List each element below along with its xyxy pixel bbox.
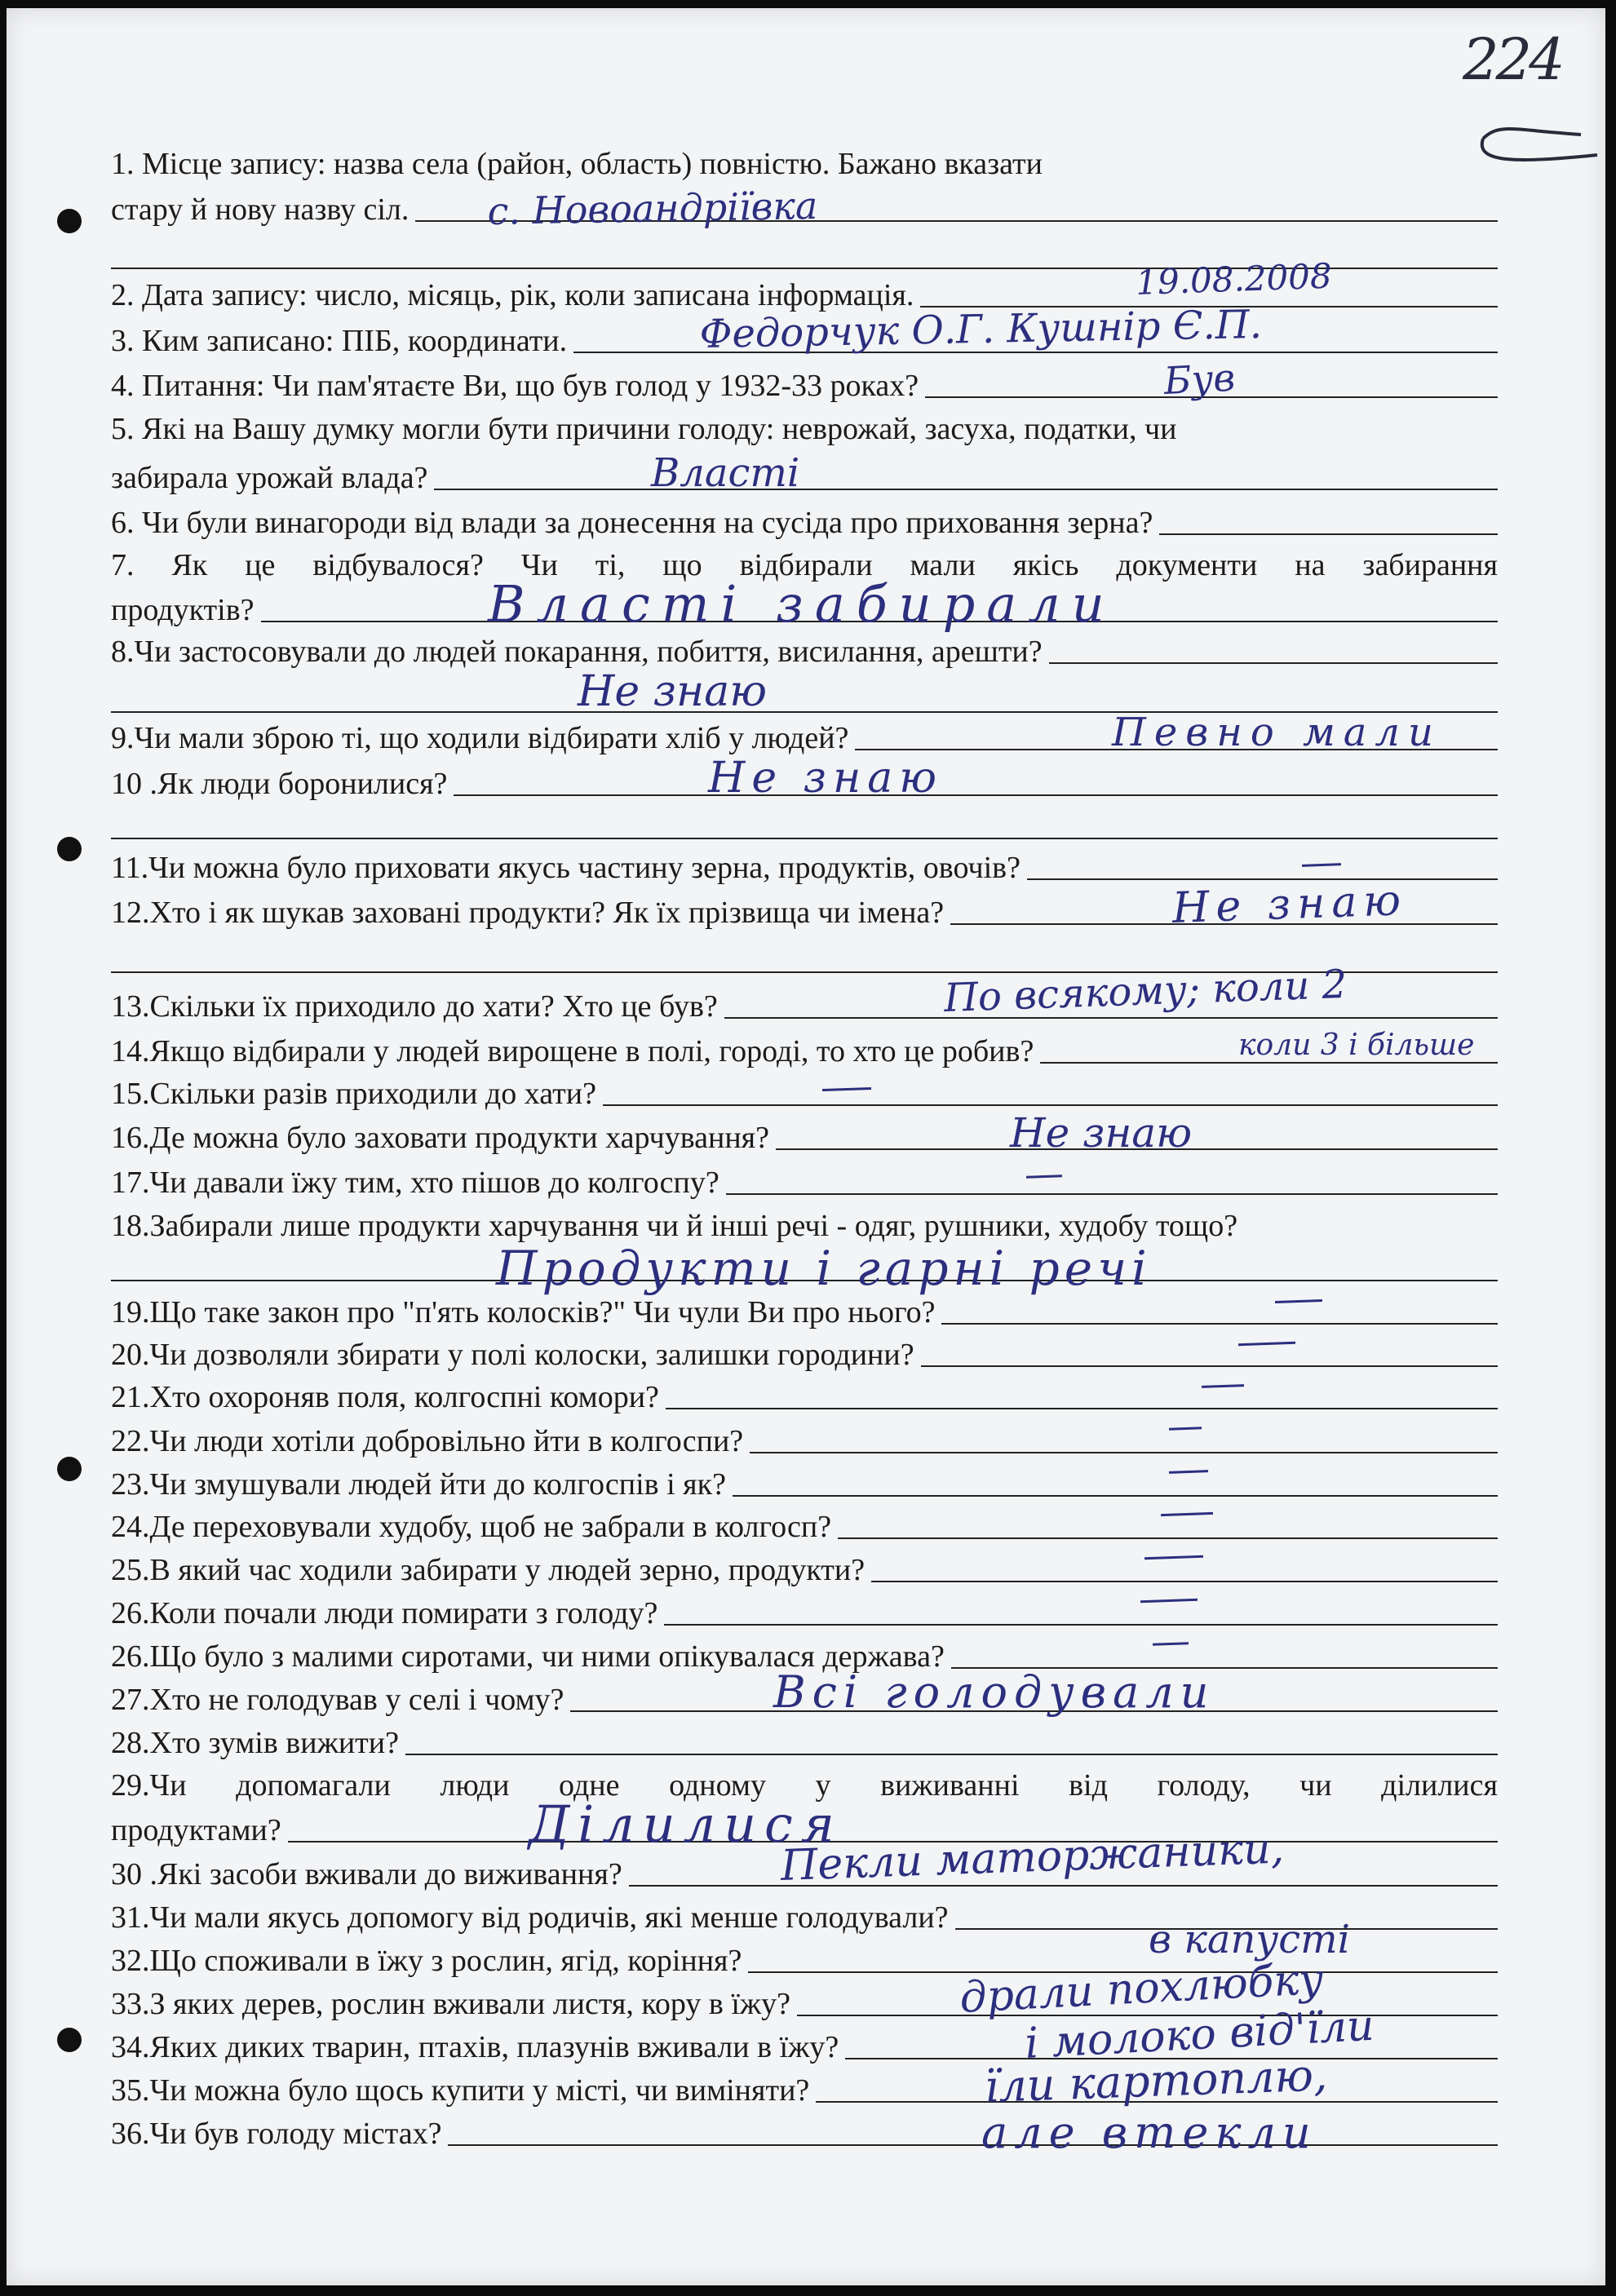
question-1-line-2: стару й нову назву сіл. — [111, 194, 1498, 225]
question-31: 31.Чи мали якусь допомогу від родичів, які менше голодували? — [111, 1902, 1498, 1933]
question-14: 14.Якщо відбирали у людей вирощене в полі, городі, то хто це робив? — [111, 1036, 1498, 1067]
question-35: 35.Чи можна було щось купити у місті, чи виміняти? — [111, 2075, 1498, 2106]
archive-number: 224 — [1463, 26, 1562, 93]
question-12: 12.Хто і як шукав заховані продукти? Як їх прізвища чи імена? — [111, 897, 1498, 928]
question-26a: 26.Коли почали люди помирати з голоду? — [111, 1598, 1498, 1629]
question-16: 16.Де можна було заховати продукти харчування? — [111, 1122, 1498, 1153]
handwritten-answer-9: Певно мали — [1112, 710, 1441, 755]
question-25: 25.В який час ходили забирати у людей зерно, продукти? — [111, 1555, 1498, 1586]
question-9: 9.Чи мали зброю ті, що ходили відбирати хліб у людей? — [111, 723, 1498, 754]
question-13: 13.Скільки їх приходило до хати? Хто це був? — [111, 991, 1498, 1022]
question-21: 21.Хто охороняв поля, колгоспні комори? — [111, 1382, 1498, 1413]
question-17: 17.Чи давали їжу тим, хто пішов до колгоспу? — [111, 1167, 1498, 1198]
handwritten-answer-7: Власті забирали — [488, 574, 1116, 634]
handwritten-answer-35: їли картоплю, — [983, 2049, 1329, 2112]
handwritten-answer-16: Не знаю — [1010, 1109, 1193, 1157]
handwritten-answer-14: коли 3 і більше — [1238, 1029, 1475, 1062]
question-5-line-1: 5. Які на Вашу думку могли бути причини голоду: неврожай, засуха, податки, чи — [111, 412, 1177, 446]
handwritten-answer-18: Продукти і гарні речі — [496, 1241, 1152, 1296]
question-4: 4. Питання: Чи пам'ятаєте Ви, що був голод у 1932-33 роках? — [111, 370, 1498, 401]
question-24: 24.Де переховували худобу, щоб не забрали в колгосп? — [111, 1511, 1498, 1542]
handwritten-answer-5: Власті — [651, 450, 800, 496]
question-11: 11.Чи можна було приховати якусь частину зерна, продуктів, овочів? — [111, 852, 1498, 883]
question-10: 10 .Як люди боронилися? — [111, 768, 1498, 799]
question-6: 6. Чи були винагороди від влади за донесення на сусіда про приховання зерна? — [111, 507, 1498, 538]
handwritten-answer-34: і молоко від'їли — [1024, 2001, 1375, 2068]
question-1-line-1: 1. Місце запису: назва села (район, область) повністю. Бажано вказати — [111, 147, 1043, 181]
question-29-line-2: продуктами? — [111, 1815, 1498, 1846]
question-15: 15.Скільки разів приходили до хати? — [111, 1078, 1498, 1109]
punch-hole — [57, 2028, 82, 2052]
answer-blank-line — [111, 838, 1498, 839]
handwritten-answer-2: 19.08.2008 — [1135, 255, 1333, 303]
handwritten-answer-4: Був — [1162, 355, 1237, 403]
punch-hole — [57, 209, 82, 233]
handwritten-answer-27: Всі голодували — [773, 1666, 1215, 1718]
handwritten-answer-13: По всякому; коли 2 — [943, 961, 1348, 1021]
question-7-line-1: 7. Як це відбувалося? Чи ті, що відбирали мали якісь документи на забирання — [111, 548, 1498, 582]
handwritten-answer-3: Федорчук О.Г. Кушнір Є.П. — [699, 301, 1263, 357]
question-23: 23.Чи змушували людей йти до колгоспів і як? — [111, 1469, 1498, 1500]
punch-hole — [57, 1457, 82, 1481]
handwritten-answer-29: Ділилися — [529, 1794, 843, 1854]
handwritten-answer-31: в капусті — [1149, 1917, 1350, 1962]
question-7-line-2: продуктів? — [111, 595, 1498, 626]
handwritten-answer-36: але втекли — [981, 2107, 1317, 2158]
question-36: 36.Чи був голоду містах? — [111, 2118, 1498, 2149]
handwritten-answer-12: Не знаю — [1171, 875, 1409, 933]
question-2: 2. Дата запису: число, місяць, рік, коли записана інформація. — [111, 280, 1498, 311]
handwritten-answer-33: драли похлюбку — [959, 1954, 1325, 2023]
question-28: 28.Хто зумів вижити? — [111, 1728, 1498, 1758]
question-5-line-2: забирала урожай влада? — [111, 462, 1498, 493]
question-8: 8.Чи застосовували до людей покарання, побиття, висилання, арешти? — [111, 636, 1498, 667]
question-32: 32.Що споживали в їжу з рослин, ягід, коріння? — [111, 1945, 1498, 1976]
question-19: 19.Що таке закон про "п'ять колосків?" Чи чули Ви про нього? — [111, 1297, 1498, 1328]
question-29-line-1: 29.Чи допомагали люди одне одному у виживанні від голоду, чи ділилися — [111, 1768, 1498, 1803]
question-18: 18.Забирали лише продукти харчування чи й інші речі - одяг, рушники, худобу тощо? — [111, 1209, 1238, 1243]
questionnaire-page — [7, 8, 1605, 2285]
question-3: 3. Ким записано: ПІБ, координати. — [111, 325, 1498, 356]
handwritten-answer-30: Пекли маторжаники, — [780, 1824, 1286, 1891]
question-20: 20.Чи дозволяли збирати у полі колоски, залишки городини? — [111, 1339, 1498, 1370]
question-26b: 26.Що було з малими сиротами, чи ними опікувалася держава? — [111, 1641, 1498, 1672]
question-34: 34.Яких диких тварин, птахів, плазунів вживали в їжу? — [111, 2032, 1498, 2063]
handwritten-answer-1: с. Новоандріївка — [487, 183, 818, 233]
handwritten-answer-10: Не знаю — [708, 754, 944, 803]
question-22: 22.Чи люди хотіли добровільно йти в колгоспи? — [111, 1426, 1498, 1457]
question-33: 33.З яких дерев, рослин вживали листя, кору в їжу? — [111, 1989, 1498, 2020]
question-27: 27.Хто не голодував у селі і чому? — [111, 1684, 1498, 1715]
question-30: 30 .Які засоби вживали до виживання? — [111, 1859, 1498, 1890]
punch-hole — [57, 837, 82, 861]
handwritten-answer-8: Не знаю — [578, 667, 768, 716]
